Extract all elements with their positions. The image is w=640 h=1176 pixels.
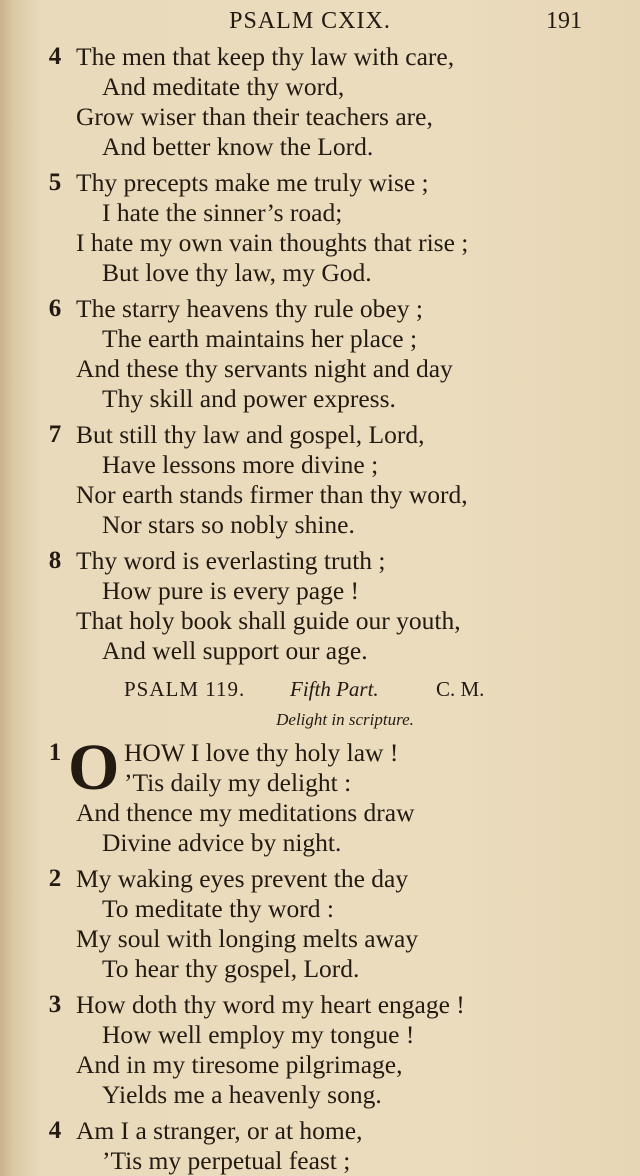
verse-line: The men that keep thy law with care,: [76, 42, 455, 71]
verse-line: Thy precepts make me truly wise ;: [76, 168, 429, 197]
stanza-7: [0, 420, 640, 540]
stanza-4: [0, 42, 640, 162]
verse-line: How well employ my tongue !: [102, 1020, 415, 1049]
verse-line: That holy book shall guide our youth,: [76, 606, 461, 635]
verse-line: To hear thy gospel, Lord.: [102, 954, 360, 983]
verse-line: And well support our age.: [102, 636, 368, 665]
verse-line: Nor stars so nobly shine.: [102, 510, 355, 539]
stanza-8: [0, 546, 640, 666]
running-head: PSALM CXIX.: [229, 8, 391, 34]
verse-line: My soul with longing melts away: [76, 924, 419, 953]
stanza-3: [0, 990, 640, 1110]
verse-line: ’Tis my perpetual feast ;: [102, 1146, 351, 1175]
verse-number: 5: [48, 169, 62, 196]
psalm-title: PSALM 119.: [124, 677, 246, 701]
verse-line: But still thy law and gospel, Lord,: [76, 420, 425, 449]
verse-line: Divine advice by night.: [102, 828, 342, 857]
verse-line: How pure is every page !: [102, 576, 360, 605]
verse-number: 8: [48, 547, 62, 574]
verse-line: Thy word is everlasting truth ;: [76, 546, 386, 575]
verse-line: ’Tis daily my delight :: [124, 768, 352, 797]
verse-line: And meditate thy word,: [102, 72, 345, 101]
verse-line: Nor earth stands firmer than thy word,: [76, 480, 468, 509]
drop-cap: O: [68, 731, 120, 804]
verse-line: Grow wiser than their teachers are,: [76, 102, 433, 131]
verse-line: Yields me a heavenly song.: [102, 1080, 382, 1109]
verse-number: 3: [48, 991, 62, 1018]
verse-line: Thy skill and power express.: [102, 384, 396, 413]
verse-number: 7: [48, 421, 62, 448]
page-content: [0, 42, 640, 1176]
page-header: [0, 4, 640, 38]
verse-line: HOW I love thy holy law !: [124, 738, 399, 767]
verse-line: But love thy law, my God.: [102, 258, 372, 287]
psalm-heading: [0, 672, 640, 706]
verse-line: I hate the sinner’s road;: [102, 198, 343, 227]
verse-number: 4: [48, 1117, 62, 1144]
verse-line: The earth maintains her place ;: [102, 324, 418, 353]
psalm-subtitle: Delight in scripture.: [276, 710, 414, 729]
verse-line: Am I a stranger, or at home,: [76, 1116, 363, 1145]
psalm-part: Fifth Part.: [290, 677, 379, 701]
stanza-1: [0, 731, 640, 858]
verse-line: My waking eyes prevent the day: [76, 864, 409, 893]
verse-line: To meditate thy word :: [102, 894, 334, 923]
verse-line: And thence my meditations draw: [76, 798, 415, 827]
stanza-2: [0, 864, 640, 984]
verse-line: And these thy servants night and day: [76, 354, 453, 383]
verse-line: Have lessons more divine ;: [102, 450, 379, 479]
verse-line: And better know the Lord.: [102, 132, 374, 161]
stanza-4-part2: [0, 1116, 640, 1176]
psalm-meter: C. M.: [436, 677, 485, 701]
verse-number: 6: [48, 295, 62, 322]
verse-number: 4: [48, 43, 62, 70]
verse-number: 1: [48, 739, 62, 766]
stanza-6: [0, 294, 640, 414]
verse-line: The starry heavens thy rule obey ;: [76, 294, 423, 323]
stanza-5: [0, 168, 640, 288]
verse-line: And in my tiresome pilgrimage,: [76, 1050, 403, 1079]
verse-line: I hate my own vain thoughts that rise ;: [76, 228, 469, 257]
page-number: 191: [546, 8, 582, 34]
verse-line: How doth thy word my heart engage !: [76, 990, 465, 1019]
verse-number: 2: [48, 865, 62, 892]
